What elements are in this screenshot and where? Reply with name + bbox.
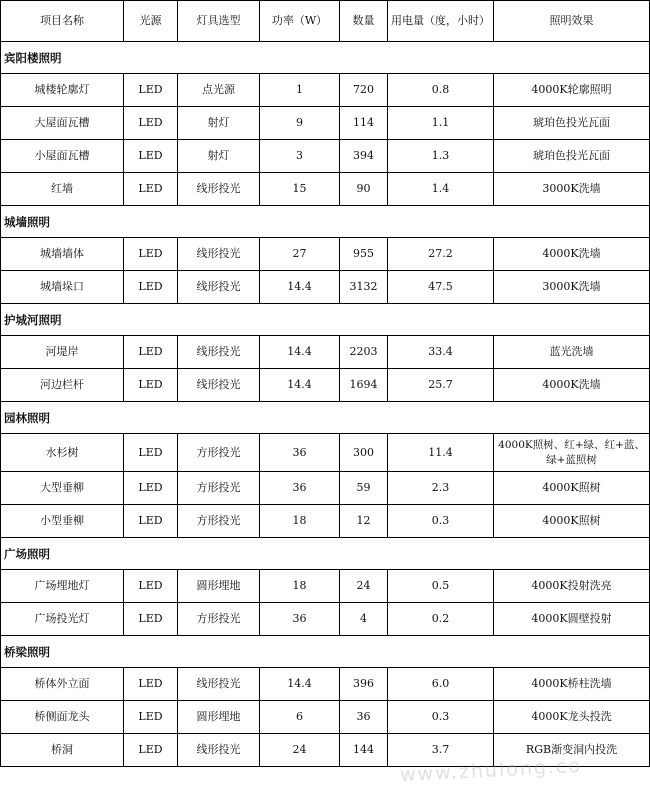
cell-power: 14.4 xyxy=(260,271,340,304)
cell-quantity: 394 xyxy=(340,140,388,173)
cell-quantity: 396 xyxy=(340,668,388,701)
cell-light-source: LED xyxy=(124,140,178,173)
cell-power: 18 xyxy=(260,570,340,603)
cell-item-name: 桥体外立面 xyxy=(1,668,124,701)
table-row xyxy=(1,434,650,472)
cell-effect: 4000K洗墙 xyxy=(494,238,650,271)
cell-power: 1 xyxy=(260,74,340,107)
cell-fixture: 线形投光 xyxy=(178,369,260,402)
cell-fixture: 线形投光 xyxy=(178,734,260,767)
table-row xyxy=(1,701,650,734)
cell-effect: 4000K照树、红+绿、红+蓝、绿+蓝照树 xyxy=(494,434,650,472)
cell-effect: 4000K圆壁投射 xyxy=(494,603,650,636)
table-row xyxy=(1,505,650,538)
cell-effect: 琥珀色投光瓦面 xyxy=(494,140,650,173)
cell-item-name: 广场埋地灯 xyxy=(1,570,124,603)
cell-fixture: 线形投光 xyxy=(178,173,260,206)
cell-effect: 3000K洗墙 xyxy=(494,173,650,206)
cell-consumption: 1.3 xyxy=(388,140,494,173)
cell-fixture: 圆形埋地 xyxy=(178,701,260,734)
cell-consumption: 1.4 xyxy=(388,173,494,206)
cell-consumption: 33.4 xyxy=(388,336,494,369)
cell-fixture: 线形投光 xyxy=(178,668,260,701)
cell-effect: 4000K洗墙 xyxy=(494,369,650,402)
section-title: 桥梁照明 xyxy=(1,636,650,668)
cell-quantity: 114 xyxy=(340,107,388,140)
cell-effect: 4000K照树 xyxy=(494,472,650,505)
cell-effect: 4000K桥柱洗墙 xyxy=(494,668,650,701)
section-row xyxy=(1,304,650,336)
cell-item-name: 水杉树 xyxy=(1,434,124,472)
table-row xyxy=(1,570,650,603)
table-row xyxy=(1,603,650,636)
cell-item-name: 大型垂柳 xyxy=(1,472,124,505)
cell-item-name: 河边栏杆 xyxy=(1,369,124,402)
cell-power: 6 xyxy=(260,701,340,734)
cell-quantity: 90 xyxy=(340,173,388,206)
cell-fixture: 线形投光 xyxy=(178,238,260,271)
cell-consumption: 3.7 xyxy=(388,734,494,767)
cell-fixture: 点光源 xyxy=(178,74,260,107)
cell-light-source: LED xyxy=(124,505,178,538)
cell-item-name: 城墙垛口 xyxy=(1,271,124,304)
cell-quantity: 36 xyxy=(340,701,388,734)
cell-light-source: LED xyxy=(124,734,178,767)
cell-effect: 4000K照树 xyxy=(494,505,650,538)
cell-power: 14.4 xyxy=(260,336,340,369)
cell-power: 9 xyxy=(260,107,340,140)
cell-quantity: 59 xyxy=(340,472,388,505)
section-row xyxy=(1,42,650,74)
cell-power: 15 xyxy=(260,173,340,206)
cell-item-name: 桥洞 xyxy=(1,734,124,767)
cell-light-source: LED xyxy=(124,369,178,402)
cell-item-name: 城楼轮廓灯 xyxy=(1,74,124,107)
cell-item-name: 小屋面瓦槽 xyxy=(1,140,124,173)
table-row xyxy=(1,173,650,206)
cell-power: 36 xyxy=(260,472,340,505)
section-title: 园林照明 xyxy=(1,402,650,434)
cell-consumption: 2.3 xyxy=(388,472,494,505)
cell-consumption: 27.2 xyxy=(388,238,494,271)
cell-fixture: 线形投光 xyxy=(178,271,260,304)
section-row xyxy=(1,538,650,570)
header-effect: 照明效果 xyxy=(494,1,650,42)
header-fixture: 灯具选型 xyxy=(178,1,260,42)
cell-effect: 琥珀色投光瓦面 xyxy=(494,107,650,140)
table-row xyxy=(1,668,650,701)
cell-quantity: 4 xyxy=(340,603,388,636)
cell-item-name: 河堤岸 xyxy=(1,336,124,369)
cell-fixture: 圆形埋地 xyxy=(178,570,260,603)
cell-light-source: LED xyxy=(124,603,178,636)
cell-quantity: 955 xyxy=(340,238,388,271)
cell-consumption: 47.5 xyxy=(388,271,494,304)
cell-item-name: 城墙墙体 xyxy=(1,238,124,271)
cell-light-source: LED xyxy=(124,336,178,369)
cell-fixture: 方形投光 xyxy=(178,434,260,472)
table-row xyxy=(1,107,650,140)
cell-fixture: 射灯 xyxy=(178,107,260,140)
cell-effect: 3000K洗墙 xyxy=(494,271,650,304)
cell-light-source: LED xyxy=(124,472,178,505)
cell-power: 14.4 xyxy=(260,369,340,402)
cell-item-name: 红墙 xyxy=(1,173,124,206)
cell-fixture: 射灯 xyxy=(178,140,260,173)
section-row xyxy=(1,206,650,238)
cell-light-source: LED xyxy=(124,434,178,472)
cell-consumption: 0.3 xyxy=(388,505,494,538)
header-name: 项目名称 xyxy=(1,1,124,42)
cell-effect: 蓝光洗墙 xyxy=(494,336,650,369)
cell-quantity: 300 xyxy=(340,434,388,472)
cell-fixture: 方形投光 xyxy=(178,472,260,505)
cell-power: 36 xyxy=(260,434,340,472)
cell-consumption: 25.7 xyxy=(388,369,494,402)
cell-fixture: 方形投光 xyxy=(178,603,260,636)
cell-light-source: LED xyxy=(124,701,178,734)
section-title: 护城河照明 xyxy=(1,304,650,336)
cell-item-name: 小型垂柳 xyxy=(1,505,124,538)
section-row xyxy=(1,402,650,434)
header-consumption: 用电量（度，小时） xyxy=(388,1,494,42)
cell-effect: RGB渐变洞内投洗 xyxy=(494,734,650,767)
cell-light-source: LED xyxy=(124,271,178,304)
header-row xyxy=(1,1,650,42)
cell-effect: 4000K投射洗亮 xyxy=(494,570,650,603)
cell-quantity: 12 xyxy=(340,505,388,538)
section-title: 城墙照明 xyxy=(1,206,650,238)
cell-item-name: 大屋面瓦槽 xyxy=(1,107,124,140)
cell-power: 36 xyxy=(260,603,340,636)
section-title: 宾阳楼照明 xyxy=(1,42,650,74)
header-quantity: 数量 xyxy=(340,1,388,42)
table-row xyxy=(1,74,650,107)
cell-consumption: 6.0 xyxy=(388,668,494,701)
cell-consumption: 0.8 xyxy=(388,74,494,107)
table-row xyxy=(1,140,650,173)
cell-light-source: LED xyxy=(124,74,178,107)
cell-power: 14.4 xyxy=(260,668,340,701)
cell-fixture: 方形投光 xyxy=(178,505,260,538)
cell-effect: 4000K轮廓照明 xyxy=(494,74,650,107)
cell-consumption: 1.1 xyxy=(388,107,494,140)
cell-light-source: LED xyxy=(124,570,178,603)
cell-light-source: LED xyxy=(124,173,178,206)
cell-consumption: 0.5 xyxy=(388,570,494,603)
cell-quantity: 1694 xyxy=(340,369,388,402)
cell-consumption: 0.2 xyxy=(388,603,494,636)
cell-item-name: 广场投光灯 xyxy=(1,603,124,636)
header-light-source: 光源 xyxy=(124,1,178,42)
cell-fixture: 线形投光 xyxy=(178,336,260,369)
cell-light-source: LED xyxy=(124,238,178,271)
table-row xyxy=(1,238,650,271)
cell-power: 27 xyxy=(260,238,340,271)
header-power: 功率（W） xyxy=(260,1,340,42)
cell-quantity: 720 xyxy=(340,74,388,107)
section-row xyxy=(1,636,650,668)
cell-quantity: 24 xyxy=(340,570,388,603)
cell-power: 3 xyxy=(260,140,340,173)
cell-power: 18 xyxy=(260,505,340,538)
table-row xyxy=(1,336,650,369)
table-row xyxy=(1,369,650,402)
cell-quantity: 2203 xyxy=(340,336,388,369)
table-row xyxy=(1,271,650,304)
cell-light-source: LED xyxy=(124,668,178,701)
cell-item-name: 桥侧面龙头 xyxy=(1,701,124,734)
cell-power: 24 xyxy=(260,734,340,767)
cell-effect: 4000K龙头投洗 xyxy=(494,701,650,734)
section-title: 广场照明 xyxy=(1,538,650,570)
cell-quantity: 3132 xyxy=(340,271,388,304)
cell-light-source: LED xyxy=(124,107,178,140)
cell-quantity: 144 xyxy=(340,734,388,767)
table-row xyxy=(1,472,650,505)
cell-consumption: 0.3 xyxy=(388,701,494,734)
watermark: www.zhulong.co xyxy=(399,754,583,787)
cell-consumption: 11.4 xyxy=(388,434,494,472)
